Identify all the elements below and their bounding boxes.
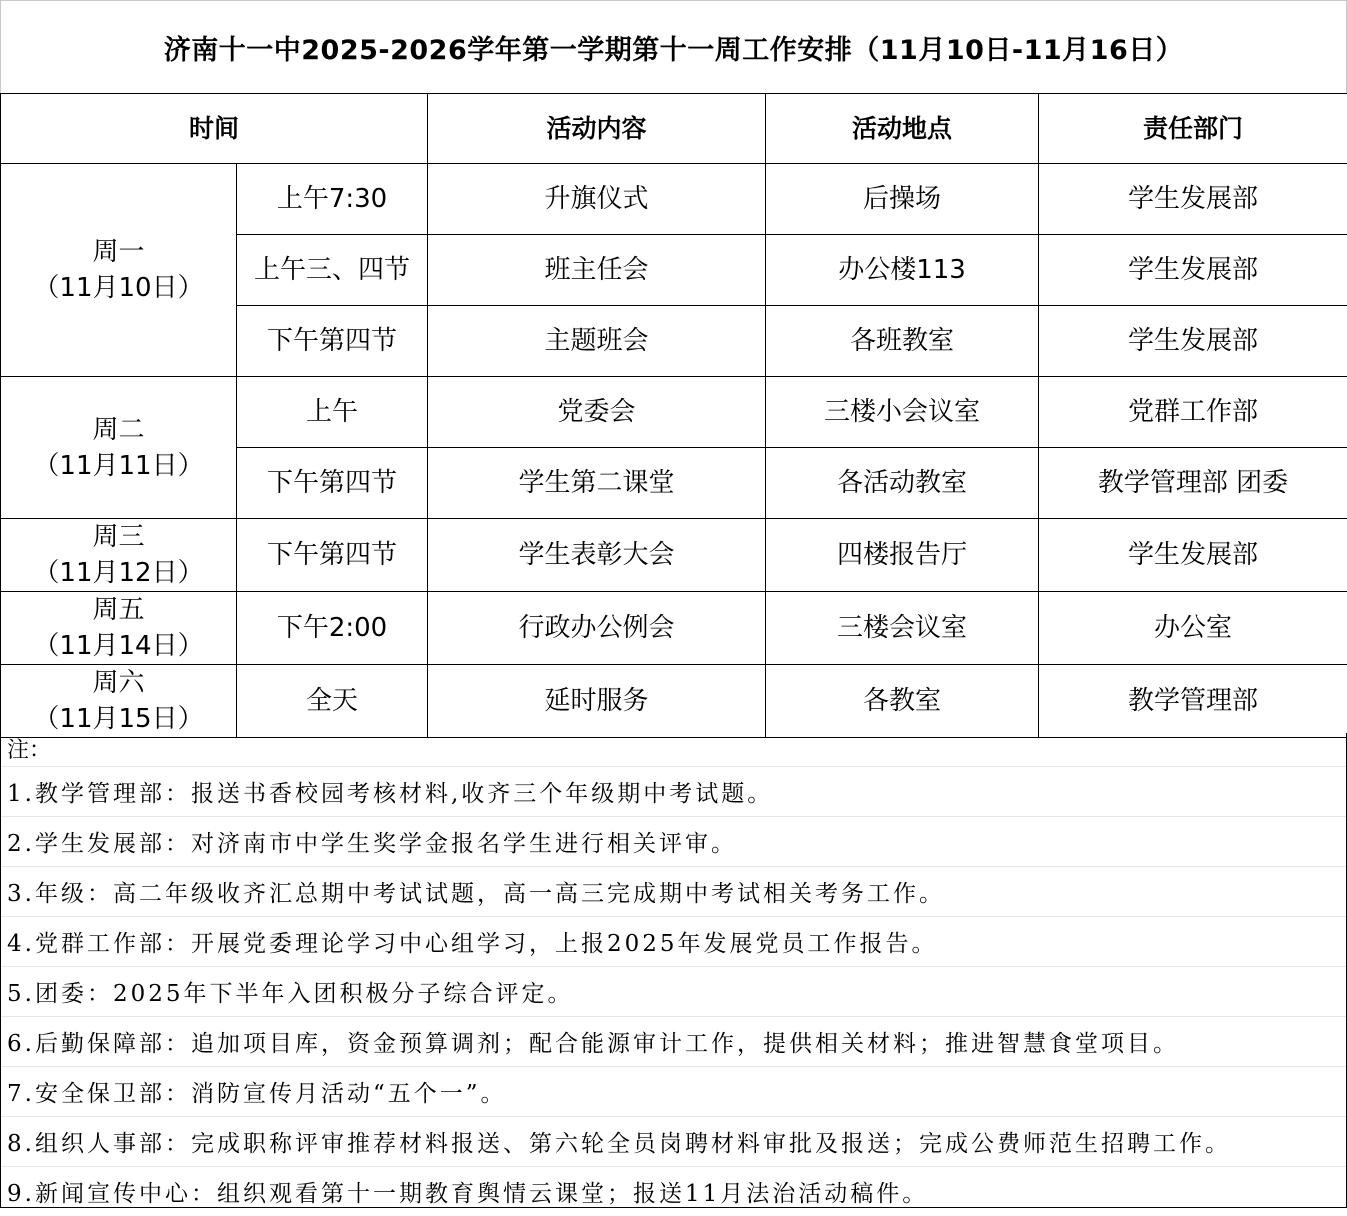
dept-cell: 学生发展部 bbox=[1039, 306, 1347, 377]
location-cell: 三楼会议室 bbox=[766, 592, 1039, 665]
time-cell: 上午三、四节 bbox=[237, 235, 428, 306]
content-cell: 学生表彰大会 bbox=[428, 519, 766, 592]
table-row bbox=[1, 519, 1347, 592]
location-cell: 四楼报告厅 bbox=[766, 519, 1039, 592]
day-cell-tuesday bbox=[1, 377, 237, 519]
content-cell: 主题班会 bbox=[428, 306, 766, 377]
note-item: 4.党群工作部：开展党委理论学习中心组学习，上报2025年发展党员工作报告。 bbox=[1, 917, 1346, 967]
note-item: 7.安全保卫部：消防宣传月活动“五个一”。 bbox=[1, 1067, 1346, 1117]
time-cell: 全天 bbox=[237, 665, 428, 738]
time-cell: 下午第四节 bbox=[237, 519, 428, 592]
note-item: 9.新闻宣传中心：组织观看第十一期教育舆情云课堂；报送11月法治活动稿件。 bbox=[1, 1167, 1346, 1216]
day-name: 周五 bbox=[1, 592, 236, 628]
day-cell-friday bbox=[1, 592, 237, 665]
content-cell: 行政办公例会 bbox=[428, 592, 766, 665]
location-cell: 三楼小会议室 bbox=[766, 377, 1039, 448]
dept-cell: 学生发展部 bbox=[1039, 164, 1347, 235]
day-date: （11月15日） bbox=[1, 701, 236, 737]
notes-section bbox=[0, 733, 1347, 1208]
location-cell: 后操场 bbox=[766, 164, 1039, 235]
time-cell: 下午第四节 bbox=[237, 306, 428, 377]
dept-cell: 学生发展部 bbox=[1039, 519, 1347, 592]
title-box bbox=[0, 0, 1347, 93]
day-name: 周一 bbox=[1, 234, 236, 270]
dept-cell: 办公室 bbox=[1039, 592, 1347, 665]
day-cell-saturday bbox=[1, 665, 237, 738]
note-item: 6.后勤保障部：追加项目库，资金预算调剂；配合能源审计工作，提供相关材料；推进智慧食堂项目。 bbox=[1, 1017, 1346, 1067]
header-dept: 责任部门 bbox=[1039, 94, 1347, 164]
header-row bbox=[1, 94, 1347, 164]
table-row bbox=[1, 665, 1347, 738]
content-cell: 延时服务 bbox=[428, 665, 766, 738]
location-cell: 各教室 bbox=[766, 665, 1039, 738]
content-cell: 升旗仪式 bbox=[428, 164, 766, 235]
location-cell: 办公楼113 bbox=[766, 235, 1039, 306]
note-item: 8.组织人事部：完成职称评审推荐材料报送、第六轮全员岗聘材料审批及报送；完成公费师范生招聘工作。 bbox=[1, 1117, 1346, 1167]
note-item: 3.年级：高二年级收齐汇总期中考试试题，高一高三完成期中考试相关考务工作。 bbox=[1, 867, 1346, 917]
table-row bbox=[1, 164, 1347, 235]
day-cell-monday bbox=[1, 164, 237, 377]
header-time: 时间 bbox=[1, 94, 428, 164]
table-row bbox=[1, 377, 1347, 448]
time-cell: 上午 bbox=[237, 377, 428, 448]
location-cell: 各班教室 bbox=[766, 306, 1039, 377]
dept-cell: 教学管理部 bbox=[1039, 665, 1347, 738]
notes-label: 注： bbox=[1, 733, 1346, 767]
time-cell: 上午7:30 bbox=[237, 164, 428, 235]
header-location: 活动地点 bbox=[766, 94, 1039, 164]
content-cell: 班主任会 bbox=[428, 235, 766, 306]
day-date: （11月11日） bbox=[1, 448, 236, 484]
time-cell: 下午第四节 bbox=[237, 448, 428, 519]
day-date: （11月10日） bbox=[1, 270, 236, 306]
header-content: 活动内容 bbox=[428, 94, 766, 164]
dept-cell: 教学管理部 团委 bbox=[1039, 448, 1347, 519]
day-name: 周六 bbox=[1, 665, 236, 701]
note-item: 2.学生发展部：对济南市中学生奖学金报名学生进行相关评审。 bbox=[1, 817, 1346, 867]
dept-cell: 学生发展部 bbox=[1039, 235, 1347, 306]
day-date: （11月14日） bbox=[1, 628, 236, 664]
day-cell-wednesday bbox=[1, 519, 237, 592]
page-title: 济南十一中2025-2026学年第一学期第十一周工作安排（11月10日-11月16日） bbox=[164, 28, 1184, 67]
time-cell: 下午2:00 bbox=[237, 592, 428, 665]
note-item: 5.团委：2025年下半年入团积极分子综合评定。 bbox=[1, 967, 1346, 1017]
location-cell: 各活动教室 bbox=[766, 448, 1039, 519]
content-cell: 学生第二课堂 bbox=[428, 448, 766, 519]
content-cell: 党委会 bbox=[428, 377, 766, 448]
day-date: （11月12日） bbox=[1, 555, 236, 591]
schedule-table bbox=[0, 93, 1347, 738]
dept-cell: 党群工作部 bbox=[1039, 377, 1347, 448]
table-row bbox=[1, 592, 1347, 665]
day-name: 周二 bbox=[1, 412, 236, 448]
note-item: 1.教学管理部：报送书香校园考核材料,收齐三个年级期中考试题。 bbox=[1, 767, 1346, 817]
day-name: 周三 bbox=[1, 519, 236, 555]
